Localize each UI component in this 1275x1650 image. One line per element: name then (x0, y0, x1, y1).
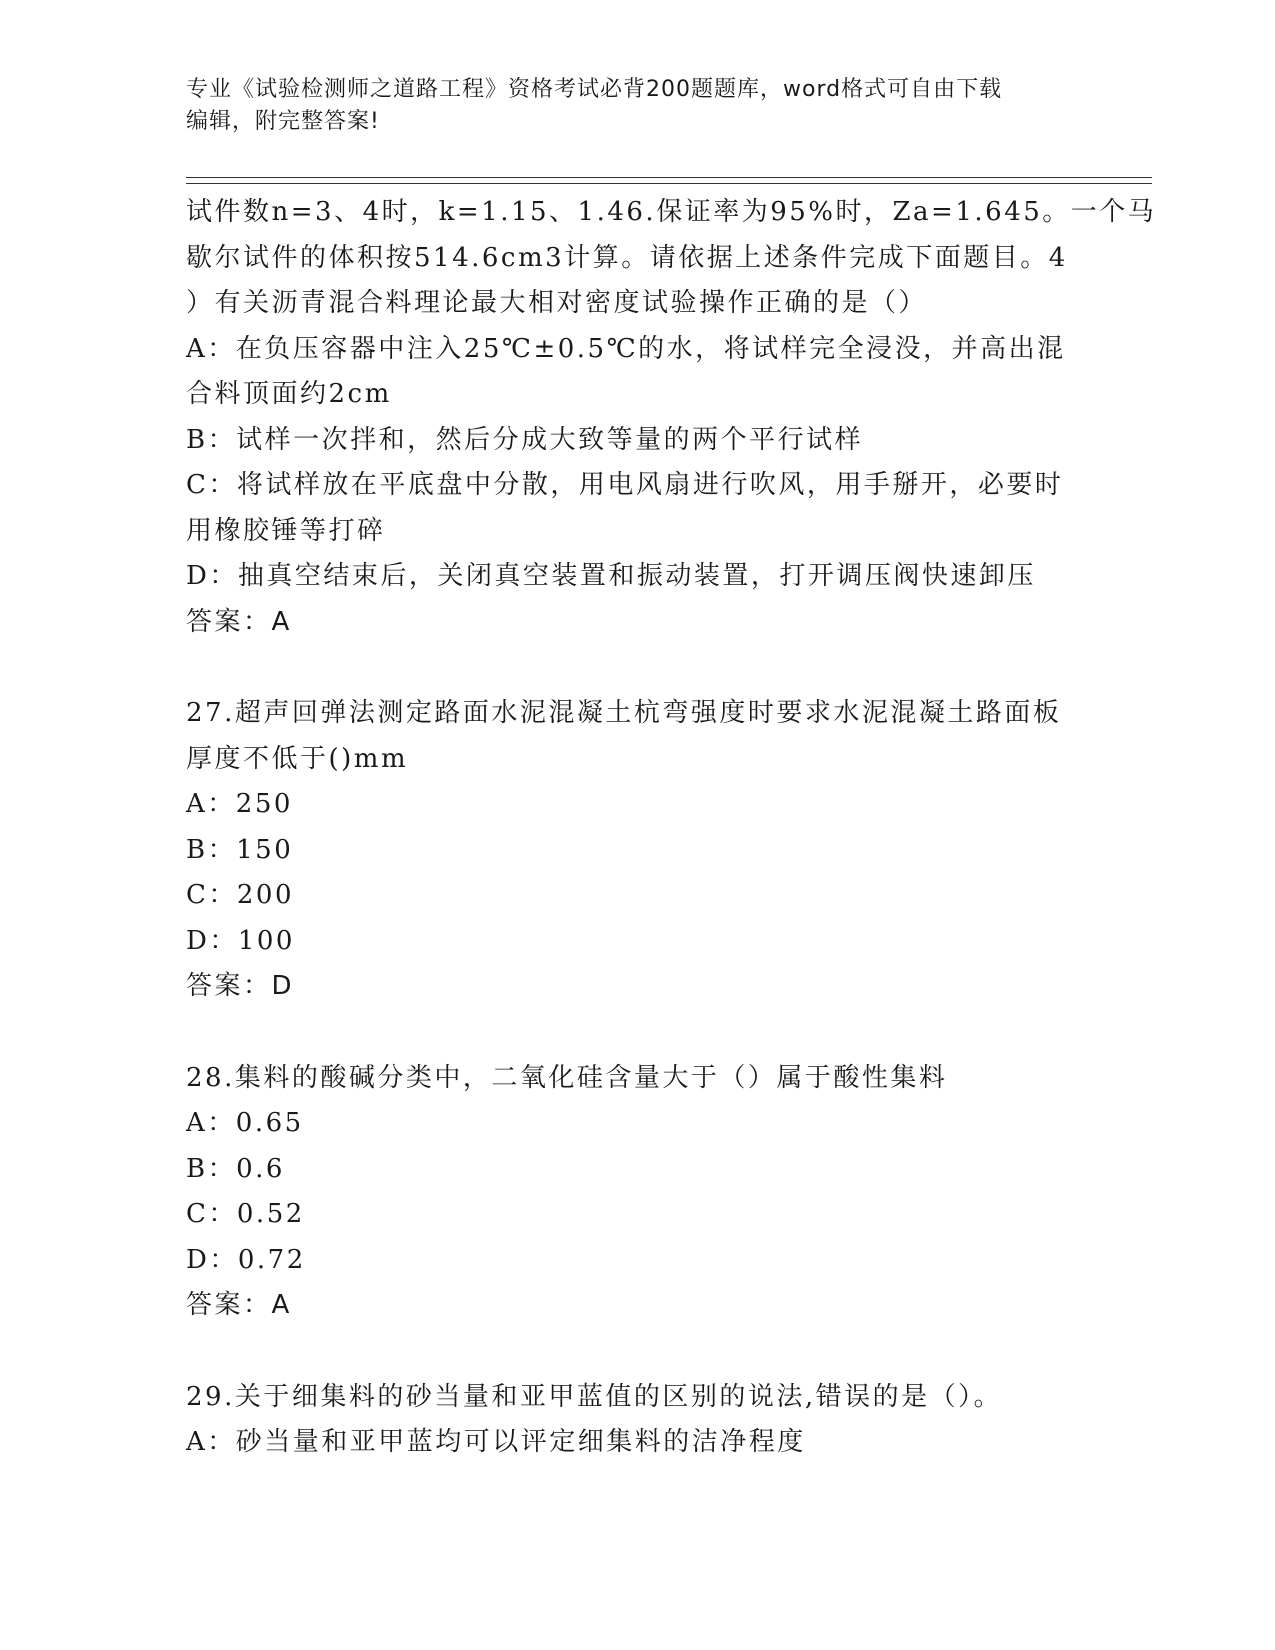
option-d: D：100 (186, 925, 295, 956)
header-divider-top (186, 177, 1152, 178)
header-divider-bottom (186, 183, 1152, 184)
question-29 (186, 1375, 1086, 1466)
option-d: D：0.72 (186, 1244, 306, 1275)
question-27 (186, 691, 1086, 1010)
option-c: C：将试样放在平底盘中分散，用电风扇进行吹风，用手掰开，必要时 (186, 470, 1064, 500)
question-text-line: 27.超声回弹法测定路面水泥混凝土杭弯强度时要求水泥混凝土路面板 (186, 698, 1062, 728)
option-c: C：200 (186, 880, 295, 910)
spacer (186, 1329, 1086, 1375)
option-a-continued: 合料顶面约2cm (186, 379, 392, 409)
question-text-line: ）有关沥青混合料理论最大相对密度试验操作正确的是（） (186, 288, 928, 318)
question-text-line: 试件数n=3、4时，k=1.15、1.46.保证率为95%时，Za=1.645。一个马 (186, 197, 1157, 227)
option-b: B：0.6 (186, 1153, 285, 1184)
option-a: A：在负压容器中注入25℃±0.5℃的水，将试样完全浸没，并高出混 (186, 333, 1066, 364)
answer-line: 答案：A (186, 1290, 292, 1320)
option-a: A：0.65 (186, 1108, 304, 1138)
question-text-line: 28.集料的酸碱分类中，二氧化硅含量大于（）属于酸性集料 (186, 1062, 948, 1093)
question-text-line: 歇尔试件的体积按514.6cm3计算。请依据上述条件完成下面题目。4 (186, 242, 1068, 273)
option-c: C：0.52 (186, 1199, 305, 1229)
answer-line: 答案：D (186, 971, 295, 1001)
option-a: A：250 (186, 789, 293, 819)
question-text-line: 29.关于细集料的砂当量和亚甲蓝值的区别的说法,错误的是（）。 (186, 1381, 1003, 1412)
option-a: A：砂当量和亚甲蓝均可以评定细集料的洁净程度 (186, 1427, 806, 1457)
answer-line: 答案：A (186, 606, 292, 637)
question-26 (186, 190, 1157, 645)
question-list (186, 190, 1157, 1466)
document-header (186, 74, 1086, 138)
spacer (186, 1010, 1086, 1056)
question-28 (186, 1056, 1086, 1329)
spacer (186, 645, 1086, 691)
header-title-line-2: 编辑，附完整答案! (186, 109, 380, 134)
option-d: D：抽真空结束后，关闭真空装置和振动装置，打开调压阀快速卸压 (186, 561, 1036, 591)
header-title-line-1: 专业《试验检测师之道路工程》资格考试必背200题题库，word格式可自由下载 (186, 77, 1003, 102)
option-b: B：试样一次拌和，然后分成大致等量的两个平行试样 (186, 424, 864, 455)
option-c-continued: 用橡胶锤等打碎 (186, 515, 386, 546)
option-b: B：150 (186, 834, 294, 865)
question-text-line: 厚度不低于()mm (186, 743, 409, 774)
